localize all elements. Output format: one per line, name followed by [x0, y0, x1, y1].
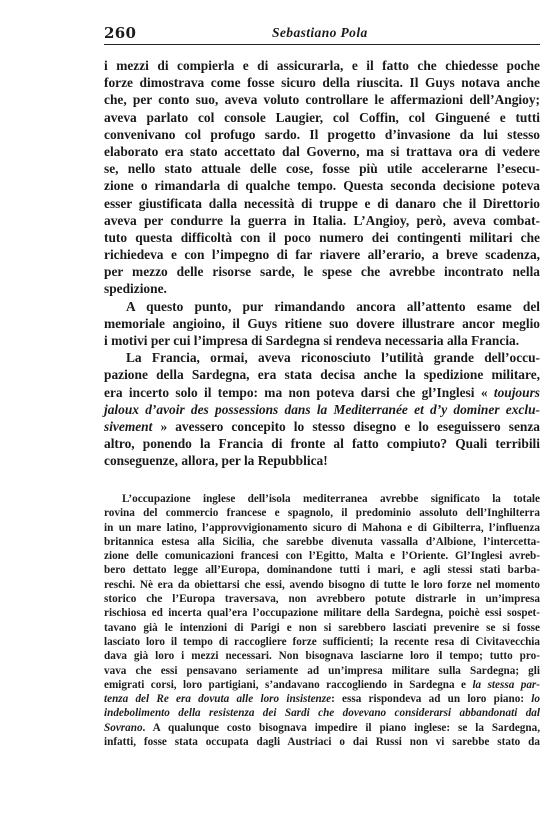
text-line — [104, 126, 540, 143]
running-title: Sebastiano Pola — [272, 25, 368, 40]
text-run: La Francia, ormai, aveva riconosciuto l’utilità grande dell’occu- — [126, 350, 540, 366]
footnote-line — [104, 592, 540, 606]
text-line — [104, 280, 540, 297]
text-run: tavano già le intenzioni di Parigi e non si sarebbero lasciati prevenire se si fosse — [104, 621, 540, 634]
text-run: reschi. Nè era da obiettarsi che essi, avendo bisogno di tutte le loro forze nel momento — [104, 578, 540, 591]
text-run: lasciato loro il tempo di raccogliere forze sufficienti; la recente resa di Civitavecchia — [104, 635, 540, 648]
text-run: bero dettato legge all’Europa, dominandone tutti i mari, e agli stessi stati barba- — [104, 564, 540, 577]
text-run: rischiosa ed incerta qual’era l’occupazione militare della Sardegna, poichè essi sospet- — [104, 607, 540, 620]
text-run: rovina del commercio francese e spagnolo, il predominio assoluto dell’Inghilterra — [104, 507, 540, 520]
text-run: zione o rimandarla di qualche tempo. Questa seconda decisione poteva — [104, 178, 540, 194]
text-run: i mezzi di compierla e di assicurarla, e il fatto che chiedesse poche — [104, 58, 540, 73]
text-line — [104, 452, 540, 469]
italic-text: la stessa par- — [472, 678, 540, 691]
footnote-line — [104, 649, 540, 663]
text-line — [104, 315, 540, 332]
italic-text: indebolimento della resistenza dei Sardi che dovevano considerarsi abbandonati dal — [104, 707, 540, 720]
text-run: esser giustificata dalla necessità di truppe e di danaro che il Direttorio — [104, 195, 540, 211]
footnote-line — [104, 578, 540, 592]
main-text — [104, 57, 540, 470]
text-run: pazione della Sardegna, era stata decisa anche la spedizione militare, — [104, 367, 540, 383]
text-line — [104, 212, 540, 229]
text-run: era incerto solo il tempo: ma non poteva darsi che gl’Inglesi « — [104, 384, 494, 400]
text-run: A questo punto, pur rimandando ancora all’attento esame del — [126, 298, 540, 314]
text-line — [104, 384, 540, 401]
text-run: i motivi per cui l’impresa di Sardegna si rendeva necessaria alla Francia. — [104, 333, 520, 348]
text-run: richiedeva e con l’impegno di far riavere all’erario, a breve scadenza, — [104, 247, 540, 263]
text-run: . A qualunque costo bisognava impedire il piano inglese: se la Sardegna, — [142, 721, 540, 734]
text-run: convenivano col profugo sardo. Il progetto d’invasione da lui stesso — [104, 126, 540, 142]
text-line — [104, 298, 540, 315]
footnote-line — [104, 721, 540, 735]
text-run: emigrati corsi, loro partigiani, s’andavano raccogliendo in Sardegna e — [104, 678, 473, 691]
text-line — [104, 418, 540, 435]
running-header — [104, 24, 540, 45]
text-run: elaborato era stato accettato dal Governo, ma si trattava ora di vedere — [104, 143, 540, 159]
footnote — [104, 492, 540, 749]
footnote-line — [104, 606, 540, 620]
text-line — [104, 160, 540, 177]
text-run: spedizione. — [104, 281, 167, 297]
text-run: L’occupazione inglese dell’isola mediterranea avrebbe significato la totale — [122, 493, 540, 505]
footnote-line — [104, 635, 540, 649]
italic-text: tenza del Re era dovuta alle loro insistenze — [104, 693, 332, 706]
footnote-line — [104, 735, 540, 749]
italic-text: lo — [531, 693, 540, 706]
text-line — [104, 74, 540, 91]
text-run: dava già loro i mezzi necessari. Non bisognava lasciarne loro il tempo; tutto pro- — [104, 650, 540, 663]
footnote-line — [104, 706, 540, 720]
text-run: storico che l’Europa traversava, non avrebbero potute distrarle in un’impresa — [104, 593, 540, 606]
italic-text: jaloux d’avoir des possessions dans la Mediterranée et d’y dominer exclu- — [104, 401, 540, 417]
text-run: tuto questa difficoltà con il poco numero dei contingenti militari che — [104, 229, 540, 245]
footnote-line — [104, 535, 540, 549]
text-run: : essa rispondeva ad un loro piano: — [331, 693, 532, 706]
text-run: memoriale angioino, il Guys ritiene suo dovere illustrare ancor meglio — [104, 315, 540, 331]
text-run: per mezzo delle risorse sarde, le spese che avrebbe incontrato nella — [104, 264, 540, 280]
text-line — [104, 349, 540, 366]
text-run: vava che essi pensavano seriamente ad un’impresa militare sulla Sardegna; gli — [104, 664, 540, 677]
footnote-line — [104, 678, 540, 692]
footnote-line — [104, 692, 540, 706]
text-run: britannica estesa alla Sicilia, che sarebbe divenuta vassalla d’Albione, l’intercetta- — [104, 535, 540, 548]
text-run: zione delle comunicazioni francesi con l’Egitto, Malta e l’Oriente. Gl’Inglesi avreb- — [104, 550, 540, 563]
italic-text: sivement — [104, 418, 153, 434]
text-line — [104, 332, 540, 349]
footnote-line — [104, 664, 540, 678]
text-line — [104, 366, 540, 383]
footnote-line — [104, 506, 540, 520]
text-run: che, per conto suo, aveva voluto controllare le affermazioni dell’Angioy; — [104, 92, 540, 108]
footnote-line — [104, 549, 540, 563]
footnote-line — [104, 621, 540, 635]
text-line — [104, 143, 540, 160]
footnote-line — [104, 563, 540, 577]
italic-text: toujours — [493, 384, 540, 400]
italic-text: Sovrano — [104, 721, 143, 734]
text-run: aveva per condurre la guerra in Italia. L’Angioy, però, aveva combat- — [104, 212, 540, 228]
text-line — [104, 401, 540, 418]
text-line — [104, 177, 540, 194]
page-number: 260 — [104, 24, 137, 42]
text-run: aveva parlato col console Laugier, col Coffin, col Ginguené e tutti — [104, 109, 540, 125]
text-line — [104, 57, 540, 74]
text-run: forze dimostrava come fosse sicuro della riuscita. Il Guys notava anche — [104, 75, 540, 91]
footnote-line — [104, 492, 540, 506]
footnote-line — [104, 521, 540, 535]
text-line — [104, 91, 540, 108]
text-line — [104, 435, 540, 452]
text-line — [104, 263, 540, 280]
text-line — [104, 229, 540, 246]
text-run: se, nello stato attuale delle cose, fosse più utile accelerarne l’esecu- — [104, 161, 540, 177]
text-run: infatti, fosse stata occupata dagli Austriaci o dai Russi non vi sarebbe stato da — [104, 736, 540, 749]
text-run: conseguenze, allora, per la Repubblica! — [104, 453, 328, 469]
text-line — [104, 246, 540, 263]
text-run: in un mare latino, l’approvvigionamento sicuro di Mahona e di Gibilterra, l’influenza — [104, 521, 540, 534]
text-line — [104, 195, 540, 212]
text-run: altro, ponendo la Francia di fronte al fatto compiuto? Quali terribili — [104, 436, 540, 452]
text-run: » avessero concepito lo stesso disegno e lo eseguissero senza — [152, 418, 540, 434]
text-line — [104, 109, 540, 126]
